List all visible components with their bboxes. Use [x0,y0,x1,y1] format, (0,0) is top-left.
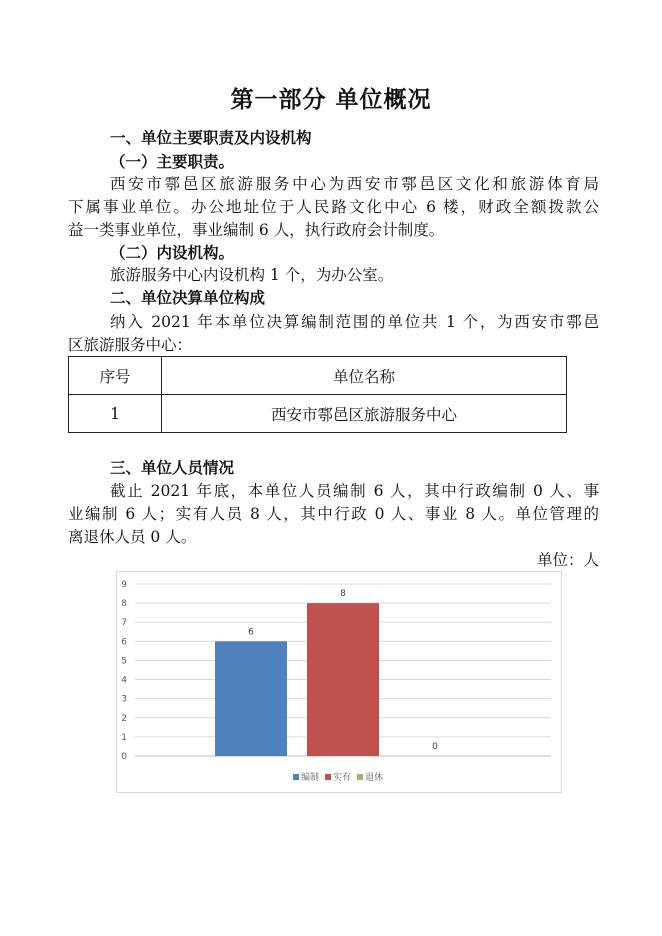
table-cell-name: 西安市鄠邑区旅游服务中心 [162,395,567,433]
legend-swatch-退休 [357,774,363,780]
data-label: 0 [432,742,438,752]
data-label: 8 [340,589,346,600]
legend-swatch-编制 [293,774,299,780]
unit-table [68,356,567,433]
y-tick-label: 4 [121,675,127,686]
legend-label: 编制 [301,773,320,783]
y-tick-label: 8 [121,599,127,610]
section3-para-line1: 截止 2021 年底，本单位人员编制 6 人，其中行政编制 0 人、事 [110,482,599,500]
y-tick-label: 0 [121,752,127,762]
section1-sub2: （二）内设机构。 [110,243,235,262]
legend-swatch-实有 [325,774,331,780]
section3-para-line2: 业编制 6 人；实有人员 8 人，其中行政 0 人、事业 8 人。单位管理的 [68,505,599,523]
section2-para-line2: 区旅游服务中心： [68,336,193,354]
table-row [69,395,567,433]
section2-heading: 二、单位决算单位构成 [110,289,266,307]
unit-label: 单位：人 [537,551,600,569]
y-tick-label: 1 [121,732,127,743]
data-label: 6 [248,627,254,638]
table-header-row [69,357,567,395]
section3-para-line3: 离退休人员 0 人。 [68,528,197,546]
y-tick-label: 5 [121,656,127,667]
page-title: 第一部分 单位概况 [230,87,432,113]
y-tick-label: 9 [121,580,127,590]
y-tick-label: 3 [121,694,127,705]
section1-para1-line1: 西安市鄠邑区旅游服务中心为西安市鄠邑区文化和旅游体育局 [110,175,599,193]
section1-sub1: （一）主要职责。 [110,152,235,171]
staff-bar-chart [116,571,562,793]
legend-label: 实有 [333,773,352,783]
section1-para1-line2: 下属事业单位。办公地址位于人民路文化中心 6 楼，财政全额拨款公 [68,198,599,216]
section2-para-line1: 纳入 2021 年本单位决算编制范围的单位共 1 个，为西安市鄠邑 [110,313,599,331]
y-tick-label: 7 [121,618,127,629]
legend-label: 退休 [365,773,384,783]
section1-para1-line3: 益一类事业单位，事业编制 6 人，执行政府会计制度。 [68,221,445,239]
bar-编制 [215,641,287,756]
y-tick-label: 2 [121,713,127,724]
section1-para2: 旅游服务中心内设机构 1 个，为办公室。 [110,266,394,284]
y-tick-label: 6 [121,637,127,648]
table-header-name: 单位名称 [162,357,567,395]
table-header-index: 序号 [69,357,162,395]
bar-实有 [307,603,379,756]
section3-heading: 三、单位人员情况 [110,459,235,477]
chart-svg [117,572,561,792]
section1-heading: 一、单位主要职责及内设机构 [110,129,312,147]
table-cell-index: 1 [69,395,162,433]
